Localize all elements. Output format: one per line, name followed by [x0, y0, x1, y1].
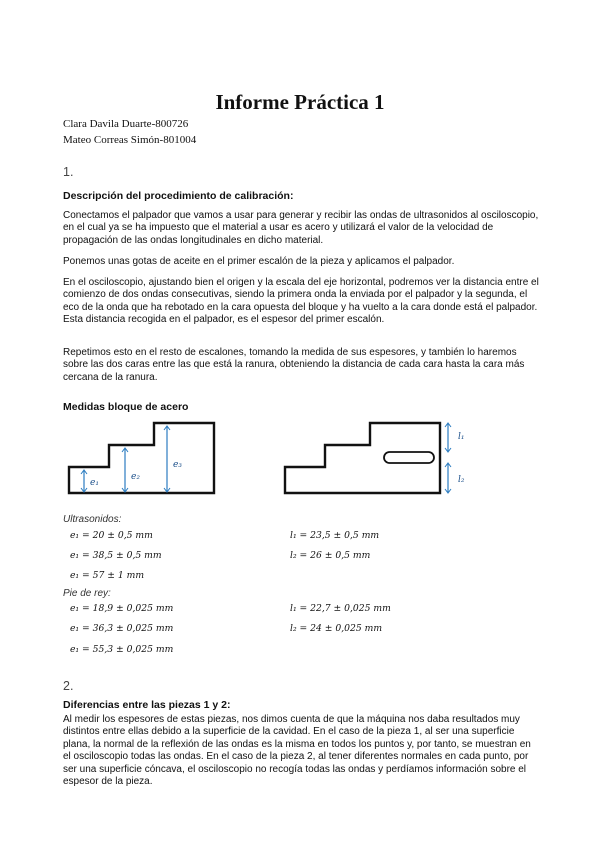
pie-e1: e₁ = 18,9 ± 0,025 mm: [70, 603, 174, 614]
section-1-heading: Descripción del procedimiento de calibración:: [63, 190, 294, 202]
pie-e3: e₁ = 55,3 ± 0,025 mm: [70, 644, 174, 655]
paragraph-calibration-3: En el osciloscopio, ajustando bien el origen y la escala del eje horizontal, podremos ver la distancia entre el comienzo de dos ondas consecutivas, siendo la primera onda la enviada por el palpador y la segunda, el eco de la onda que ha rebotado en la cara opuesta del bloque y ha vuelto a la cara donde está el palpador. Esta distancia recogida en el palpador, es el espesor del primer escalón.: [63, 277, 539, 326]
e1-label: e₁: [90, 478, 99, 488]
pie-l2: l₂ = 24 ± 0,025 mm: [290, 623, 383, 634]
ultrasonidos-l2: l₂ = 26 ± 0,5 mm: [290, 550, 371, 561]
section-2-number: 2.: [63, 679, 74, 693]
l2-label: l₂: [458, 475, 465, 485]
page-title: Informe Práctica 1: [215, 90, 385, 114]
ultrasonidos-e3: e₁ = 57 ± 1 mm: [70, 570, 145, 581]
author-1: Clara Davila Duarte-800726: [63, 118, 189, 130]
section-2-heading: Diferencias entre las piezas 1 y 2:: [63, 699, 231, 711]
author-2: Mateo Correas Simón-801004: [63, 134, 197, 146]
pie-e2: e₁ = 36,3 ± 0,025 mm: [70, 623, 174, 634]
ultrasonidos-e2: e₁ = 38,5 ± 0,5 mm: [70, 550, 162, 561]
section-1-number: 1.: [63, 165, 74, 179]
pie-de-rey-label: Pie de rey:: [63, 588, 111, 599]
ultrasonidos-label: Ultrasonidos:: [63, 514, 122, 525]
ultrasonidos-e1: e₁ = 20 ± 0,5 mm: [70, 530, 153, 541]
ultrasonidos-l1: l₁ = 23,5 ± 0,5 mm: [290, 530, 380, 541]
pie-l1: l₁ = 22,7 ± 0,025 mm: [290, 603, 391, 614]
paragraph-differences: Al medir los espesores de estas piezas, nos dimos cuenta de que la máquina nos daba resultados muy distintos entre ellas debido a la superficie de la cavidad. En el caso de la pieza 1, al ser una superficie plana, la normal de la reflexión de las ondas es la misma en todos los puntos y, por tanto, se muestran en el osciloscopio todas las ondas. En el caso de la pieza 2, al tener diferentes normales en cada punto, por ser una superficie cóncava, el osciloscopio no recogía todas las ondas y perdíamos información sobre el espesor de la pieza.: [63, 714, 531, 788]
measures-heading: Medidas bloque de acero: [63, 401, 189, 413]
slot: [384, 452, 434, 463]
l1-label: l₁: [458, 432, 465, 442]
paragraph-calibration-1: Conectamos el palpador que vamos a usar para generar y recibir las ondas de ultrasonidos al osciloscopio, en el cual ya se ha impuesto que el material a usar es acero y utilizará el valor de la velocidad de propagación de las ondas longitudinales en dicho material.: [63, 210, 539, 246]
e2-label: e₂: [131, 472, 140, 482]
paragraph-calibration-4: Repetimos esto en el resto de escalones, tomando la medida de sus espesores, y también lo haremos sobre las dos caras entre las que está la ranura, obteniendo la distancia de cada cara hasta la cara más cercana de la ranura.: [63, 347, 525, 383]
slotted-block-figure: [280, 415, 480, 500]
slotted-block-outline: [285, 423, 440, 493]
e3-label: e₃: [173, 460, 182, 470]
paragraph-calibration-2: Ponemos unas gotas de aceite en el primer escalón de la pieza y aplicamos el palpador.: [63, 256, 455, 267]
stepped-block-figure: [64, 415, 224, 500]
